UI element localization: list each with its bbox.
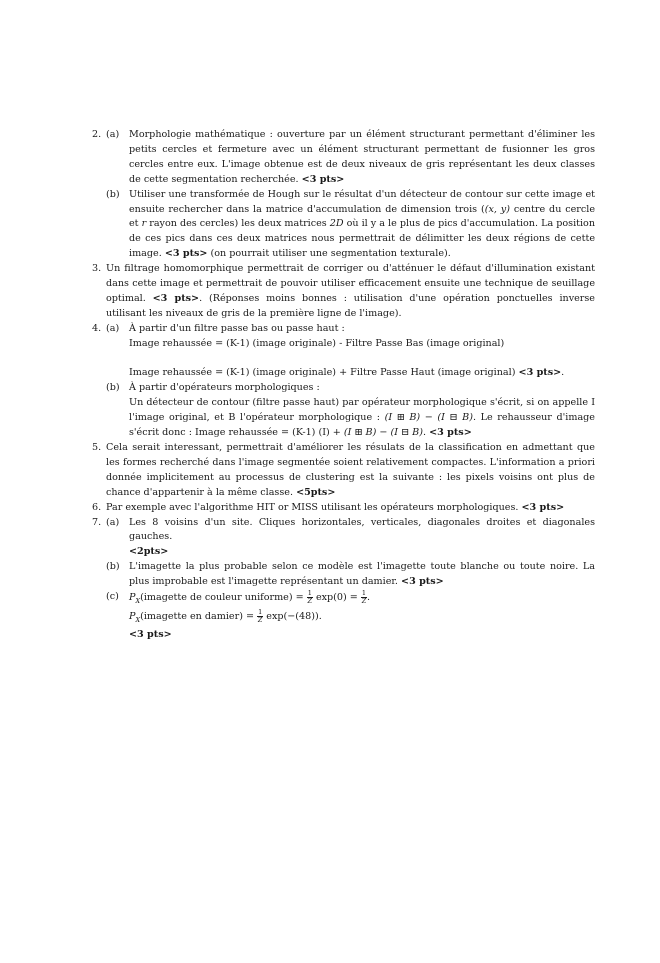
math-subscript: X (135, 615, 141, 624)
subitem-7c (106, 590, 595, 643)
subitem-7a (106, 516, 595, 561)
subitem-text (129, 188, 595, 263)
points-badge: <2pts> (129, 546, 169, 558)
text-run: Image rehaussée = (K-1) (image originale) + Filtre Passe Haut (image original) (129, 367, 516, 379)
math-expression: (I ⊞ B) − (I ⊟ B) (384, 412, 473, 424)
formula-line: Image rehaussée = (K-1) (image originale) - Filtre Passe Bas (image original) (129, 337, 505, 349)
text-run: (on pourrait utiliser une segmentation texturale). (207, 248, 451, 260)
math-expression: 2D (329, 218, 344, 230)
text-run: (imagette en damier) = (140, 610, 258, 622)
fraction-denominator: Z (257, 615, 263, 624)
fraction-denominator: Z (307, 597, 313, 606)
subitem-7b (106, 560, 595, 590)
text-run: Par exemple avec l'algorithme HIT or MISS utilisant les opérateurs morphologiques. (106, 501, 519, 513)
subitem-4b (106, 381, 595, 441)
subitem-text: À partir d'un filtre passe bas ou passe haut : (129, 322, 345, 334)
text-run: (imagette de couleur uniforme) = (140, 592, 307, 604)
points-badge: <3 pts> (152, 292, 200, 304)
subitem-2b (106, 188, 595, 263)
math-symbol: P (129, 592, 136, 604)
subitem-label: (a) (106, 129, 120, 140)
math-symbol: P (129, 610, 136, 622)
points-badge: <3 pts> (164, 248, 208, 260)
answer-item-4 (92, 322, 595, 441)
text-run: . (Réponses moins bonnes : utilisation d'une opération ponctuelles inverse utilisant les niveaux de gris de la première ligne de l'image). (106, 292, 595, 319)
text-run: Utiliser une transformée de Hough sur le résultat d'un détecteur de contour sur cette image et ensuite rechercher dans la matrice d'accumulation de dimension trois ( (129, 188, 595, 215)
item-number: 7. (92, 516, 102, 528)
formula-line (129, 590, 595, 609)
item-text (106, 262, 595, 322)
answer-item-6 (92, 501, 595, 516)
item-text (106, 441, 595, 501)
text-run: où il y a le plus de pics d'accumulation. La position de ces pics dans ces deux matrices nous permettrait de délimitter les deux régions de cette image. (129, 218, 596, 260)
text-run: . (367, 592, 371, 604)
math-subscript: X (135, 596, 141, 605)
text-run: Cela serait interessant, permettrait d'améliorer les résulats de la classification en admettant que les formes recherché dans l'image segmentée soient relativement compactes. L'information a priori donnée implicitement au processus de clustering est la suivante : les pixels voisins ont plus de chance d'appartenir à la même classe. (106, 442, 595, 498)
text-run: Un filtrage homomorphique permettrait de corriger ou d'atténuer le défaut d'illumination existant dans cette image et permettrait de pouvoir utiliser efficacement ensuite une technique de seuillage optimal. (106, 263, 595, 304)
answer-item-3 (92, 262, 595, 322)
answer-item-7 (92, 516, 595, 643)
answer-list (92, 128, 595, 643)
subitem-2a (106, 128, 595, 188)
item-number: 4. (92, 322, 102, 334)
answer-item-2 (92, 128, 595, 262)
text-run: Les 8 voisins d'un site. Cliques horizontales, verticales, diagonales droites et diagonales gauches. (129, 516, 595, 543)
points-badge: <5pts> (296, 486, 336, 498)
item-number: 3. (92, 263, 102, 275)
text-run: . Le rehausseur d'image s'écrit donc : Image rehaussée = (K-1) (I) + (129, 412, 595, 439)
item-number: 5. (92, 442, 102, 454)
text-run: exp(0) = (312, 592, 361, 604)
text-run: L'imagette la plus probable selon ce modèle est l'imagette toute blanche ou toute noire. La plus improbable est l'imagette représentant un damier. (129, 561, 595, 588)
text-run: . (422, 427, 427, 439)
item-text (106, 501, 595, 516)
subitem-text: À partir d'opérateurs morphologiques : (129, 382, 320, 394)
subitem-text (129, 128, 595, 188)
points-badge: <3 pts> (401, 576, 444, 588)
points-badge: <3 pts> (518, 367, 562, 379)
math-expression: (x, y) (484, 203, 510, 215)
points-badge: <3 pts> (301, 173, 345, 185)
spacer (129, 352, 595, 367)
fraction-numerator: 1 (307, 589, 312, 598)
text-run: exp(−(48)). (263, 610, 322, 622)
subitem-label: (b) (106, 382, 120, 394)
points-badge: <3 pts> (129, 628, 172, 640)
subitem-text (129, 560, 595, 590)
text-run: . (561, 367, 565, 379)
subitem-label: (a) (106, 322, 120, 334)
fraction-denominator: Z (361, 597, 367, 606)
item-number: 6. (92, 501, 102, 513)
subitem-label: (b) (106, 561, 120, 573)
text-run: Un détecteur de contour (filtre passe haut) par opérateur morphologique s'écrit, si on appelle I l'image original, et B l'opérateur morphologique : (129, 397, 595, 424)
text-run: centre du cercle et (129, 203, 595, 230)
answer-item-5 (92, 441, 595, 501)
formula-line (129, 609, 595, 628)
math-expression: (I ⊞ B) − (I ⊟ B) (343, 427, 423, 439)
subitem-text (129, 396, 595, 441)
math-expression: r (141, 218, 147, 230)
fraction-numerator: 1 (361, 589, 367, 598)
text-run: rayon des cercles) les deux matrices (146, 218, 330, 230)
fraction-numerator: 1 (258, 607, 263, 616)
formula-line (129, 366, 595, 381)
points-badge: <3 pts> (521, 501, 565, 513)
subitem-label: (b) (106, 188, 120, 200)
item-number: 2. (92, 129, 102, 140)
points-line (129, 628, 595, 643)
subitem-text (129, 516, 595, 561)
text-run: Morphologie mathématique : ouverture par un élément structurant permettant d'éliminer les petits cercles et fermeture avec un élément structurant permettant de fusionner les gros cercles entre eux. L'image obtenue est de deux niveaux de gris représentant les deux classes de cette segmentation recherchée. (129, 129, 595, 185)
points-badge: <3 pts> (429, 427, 472, 439)
subitem-4a (106, 322, 595, 382)
subitem-label: (a) (106, 516, 120, 528)
subitem-label: (c) (106, 591, 119, 603)
